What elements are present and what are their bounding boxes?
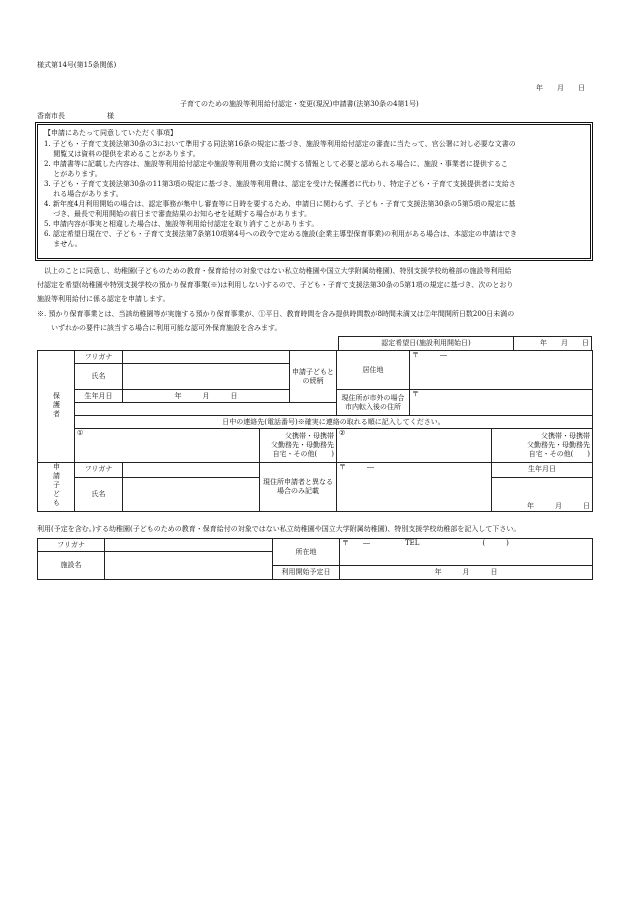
notice-line: 3. 子ども・子育て支援法第30条の11第3項の規定に基づき、施設等利用費は、認定を受けた保護者に代わり、特定子ども・子育て支援提供者に支給さ xyxy=(44,180,516,188)
guardian-furigana-field[interactable] xyxy=(123,351,290,364)
child-birth-label: 生年月日 xyxy=(492,463,593,478)
notice-line: 1. 子ども・子育て支援法第30条の3において準用する同法第16条の規定に基づき、施設等利用給付認定の審査に当たって、官公署に対し必要な文書の xyxy=(44,140,516,148)
facility-intro: 利用(予定を含む。)する幼稚園(子どものための教育・保育給付の対象ではない私立幼稚園や国立大学附属幼稚園)、特別支援学校幼稚部を記入して下さい。 xyxy=(37,525,521,533)
nintei-date-table xyxy=(338,336,592,351)
nintei-date-field[interactable]: 年 月 日 xyxy=(514,337,592,351)
facility-name-field[interactable] xyxy=(105,552,273,580)
facility-furigana-label: フリガナ xyxy=(38,539,105,552)
contact-1-options[interactable] xyxy=(260,429,337,463)
name-label: 氏名 xyxy=(75,364,123,390)
contact-option: 父勤務先・母勤務先 xyxy=(527,441,591,449)
note-line: ※. 預かり保育事業とは、当該幼稚園等が実施する預かり保育事業が、①平日、教育時間を含み提供時間数が8時間未満又は②年間開所日数200日未満の xyxy=(37,310,515,318)
child-birth-field[interactable]: 年 月 日 xyxy=(492,477,593,511)
body-text-line: 施設等利用給付に係る認定を申請します。 xyxy=(37,295,170,303)
contact-1-field[interactable]: ① xyxy=(75,429,260,463)
prev-address-label: 現住所が市外の場合市内転入後の住所 xyxy=(337,390,410,416)
prev-address-field[interactable]: 〒 xyxy=(410,390,593,416)
notice-line: れる場合があります。 xyxy=(44,190,123,198)
addressee: 香南市長 様 xyxy=(37,112,114,120)
guardian-section-label: 保護者 xyxy=(38,351,75,463)
application-date: 年 月 日 xyxy=(536,84,585,92)
child-address-field[interactable]: 〒 ― xyxy=(337,463,492,512)
child-address-note: 現住所申請者と異なる場合のみ記載 xyxy=(260,463,337,512)
guardian-birth-field[interactable]: 年 月 日 xyxy=(123,390,290,403)
guardian-name-field[interactable] xyxy=(123,364,290,390)
facility-furigana-field[interactable] xyxy=(105,539,273,552)
notice-line: づき、最長で利用開始の前日まで審査結果のお知らせを延期する場合があります。 xyxy=(44,210,312,218)
child-name-field[interactable] xyxy=(123,477,260,511)
contact-2-field[interactable]: ② xyxy=(337,429,492,463)
notice-heading: 【申請にあたって同意していただく事項】 xyxy=(44,129,177,137)
child-furigana-label: フリガナ xyxy=(75,463,123,478)
nintei-date-label: 認定希望日(施設利用開始日) xyxy=(339,337,514,351)
contact-option: 父勤務先・母勤務先 xyxy=(271,441,335,449)
address-field[interactable]: 〒 ― xyxy=(410,351,593,390)
furigana-label: フリガナ xyxy=(75,351,123,364)
contact-option: 父携帯・母携帯 xyxy=(541,432,591,440)
consent-notice-box xyxy=(37,124,591,259)
relation-label: 申請子どもとの続柄 xyxy=(290,351,337,403)
birth-label: 生年月日 xyxy=(75,390,123,403)
notice-line: 2. 申請書等に記載した内容は、施設等利用給付認定や施設等利用費の支給に関する情報として必要と認められる場合に、施設・事業者に提供するこ xyxy=(44,160,508,168)
facility-location-label: 所在地 xyxy=(273,539,340,566)
body-text-line: 付認定を希望(幼稚園や特別支援学校の預かり保育事業(※)は利用しない)するので、子ども・子育て支援法第30条の5第1項の規定に基づき、次のとおり xyxy=(37,281,514,289)
child-section-label: 申請子ども xyxy=(38,463,75,512)
notice-line: 6. 認定希望日現在で、子ども・子育て支援法第7条第10項第4号への政令で定める施設(企業主導型保育事業)の利用がある場合は、本認定の申請はでき xyxy=(44,230,518,238)
form-title: 子育てのための施設等利用給付認定・変更(現況)申請書(法第30条の4第1号) xyxy=(180,100,419,108)
guardian-table xyxy=(37,350,593,512)
contact-2-options[interactable] xyxy=(492,429,593,463)
notice-line: 4. 新年度4月利用開始の場合は、認定事務が集中し審査等に日時を要するため、申請日に関わらず、子ども・子育て支援法第30条の5第5項の規定に基 xyxy=(44,200,516,208)
facility-name-label: 施設名 xyxy=(38,552,105,580)
notice-line: ません。 xyxy=(44,240,82,248)
contact-heading: 日中の連絡先(電話番号)※確実に連絡の取れる順に記入してください。 xyxy=(75,416,593,429)
notice-line: 5. 申請内容が事実と相違した場合は、施設等利用給付認定を取り消すことがあります。 xyxy=(44,220,319,228)
contact-option: 自宅・その他( ) xyxy=(272,450,335,458)
notice-line: とがあります。 xyxy=(44,170,102,178)
child-name-label: 氏名 xyxy=(75,477,123,511)
form-number: 様式第14号(第15条関係) xyxy=(37,61,117,69)
start-date-label: 利用開始予定日 xyxy=(273,566,340,580)
facility-table xyxy=(37,538,593,580)
spacer-cell xyxy=(75,403,337,416)
contact-option: 自宅・その他( ) xyxy=(528,450,591,458)
notice-line: 閲覧又は資料の提供を求めることがあります。 xyxy=(44,150,200,158)
address-label: 居住地 xyxy=(337,351,410,390)
start-date-field[interactable]: 年 月 日 xyxy=(340,566,593,580)
child-furigana-field[interactable] xyxy=(123,463,260,478)
note-line: いずれかの要件に該当する場合に利用可能な認可外保育施設を含みます。 xyxy=(37,324,282,332)
contact-option: 父携帯・母携帯 xyxy=(285,432,335,440)
facility-location-field[interactable]: 〒 ― TEL ( ) xyxy=(340,539,593,566)
body-text-line: 以上のことに同意し、幼稚園(子どものための教育・保育給付の対象ではない私立幼稚園や国立大学附属幼稚園)、特別支援学校幼稚部の施設等利用給 xyxy=(37,267,512,275)
